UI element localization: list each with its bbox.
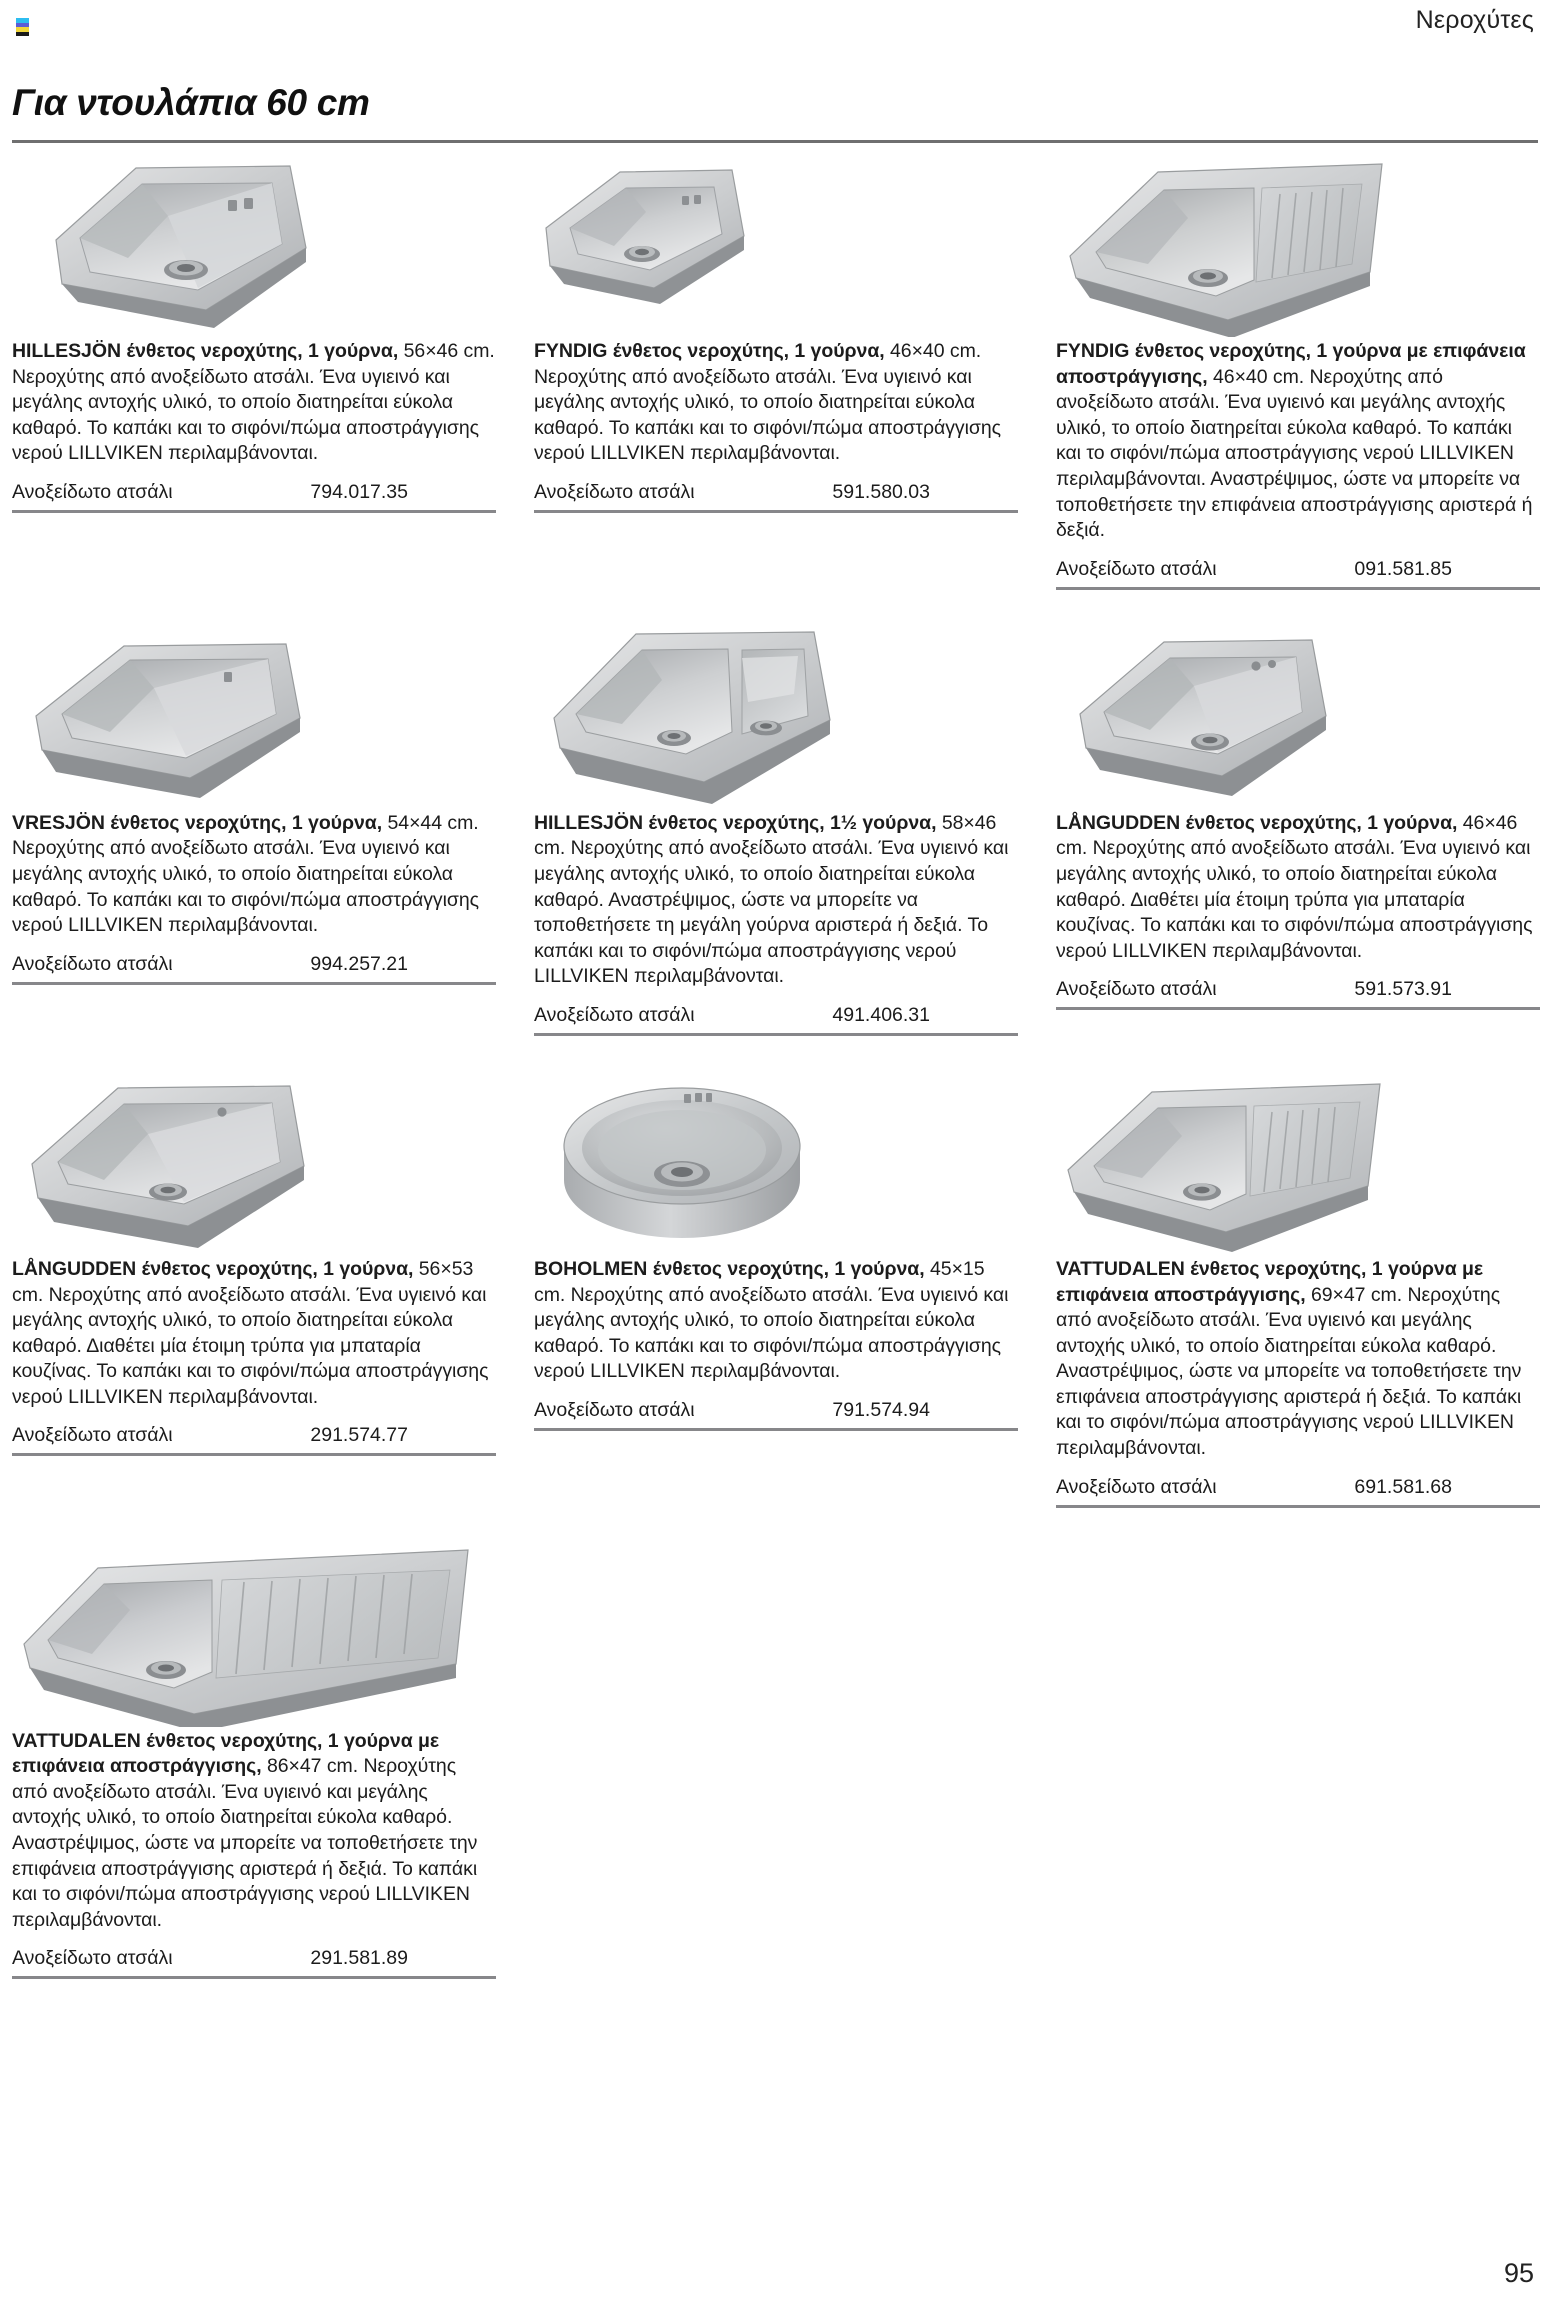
product-image-fyndig-small [534,152,1018,337]
product-article-line [1056,556,1540,582]
product-article-line [12,1422,496,1448]
product-dimensions: 46×40 cm. [1212,365,1305,388]
product-material: Ανοξείδωτο ατσάλι [1056,1475,1217,1498]
product-divider [12,1453,496,1456]
product-image-vresjon [12,624,496,809]
product-image-hillesjon-single [12,152,496,337]
product-card [12,152,496,513]
product-card [1056,152,1540,590]
product-row [12,152,1540,590]
product-article-number: 994.257.21 [310,952,408,975]
product-article-number: 794.017.35 [310,480,408,503]
product-material: Ανοξείδωτο ατσάλι [12,952,173,975]
product-dimensions: 54×44 cm. [387,811,479,834]
product-description [1056,1257,1540,1462]
product-body: Νεροχύτης από ανοξείδωτο ατσάλι. Ένα υγιεινό και μεγάλης αντοχής υλικό, το οποίο διατηρείται εύκολα καθαρό. Το καπάκι και το σιφόνι/πώμα αποστράγγισης νερού LILLVIKEN περιλαμβάνονται. [534,365,1002,465]
product-divider [1056,1505,1540,1508]
product-body: Νεροχύτης από ανοξείδωτο ατσάλι. Ένα υγιεινό και μεγάλης αντοχής υλικό, το οποίο διατηρείται εύκολα καθαρό. Αναστρέψιμος, ώστε να μπορείτε να τοποθετήσετε τη μεγάλη γούρνα αριστερά ή δεξιά. Το καπάκι και το σιφόνι/πώμα αποστράγγισης νερού LILLVIKEN περιλαμβάνονται. [534,837,1009,988]
product-description [12,339,496,467]
product-card [534,152,1018,513]
product-card [12,1542,496,1980]
product-divider [534,1428,1018,1431]
product-body: Νεροχύτης από ανοξείδωτο ατσάλι. Ένα υγιεινό και μεγάλης αντοχής υλικό, το οποίο διατηρείται εύκολα καθαρό. Το καπάκι και το σιφόνι/πώμα αποστράγγισης νερού LILLVIKEN περιλαμβάνονται. Αναστρέψιμος, ώστε να μπορείτε να τοποθετήσετε την επιφάνεια αποστράγγισης αριστερά ή δεξιά. [1056,365,1533,542]
product-divider [12,510,496,513]
product-headline: VATTUDALEN ένθετος νεροχύτης, 1 γούρνα με επιφάνεια αποστράγγισης, [1056,1257,1484,1306]
product-description [12,811,496,939]
product-divider [12,982,496,985]
product-material: Ανοξείδωτο ατσάλι [12,1424,173,1447]
product-image-langudden-46 [1056,624,1540,809]
product-body: Νεροχύτης από ανοξείδωτο ατσάλι. Ένα υγιεινό και μεγάλης αντοχής υλικό, το οποίο διατηρείται εύκολα καθαρό. Το καπάκι και το σιφόνι/πώμα αποστράγγισης νερού LILLVIKEN περιλαμβάνονται. [12,837,480,937]
page-number: 95 [1503,2258,1534,2288]
product-dimensions: 86×47 cm. [266,1755,359,1778]
product-card [12,1070,496,1457]
product-description [1056,339,1540,544]
product-dimensions: 45×15 cm. [534,1257,985,1306]
product-grid [12,152,1540,1979]
product-card [534,624,1018,1036]
product-image-hillesjon-one-half [534,624,1018,809]
product-body: Νεροχύτης από ανοξείδωτο ατσάλι. Ένα υγιεινό και μεγάλης αντοχής υλικό, το οποίο διατηρείται εύκολα καθαρό. Διαθέτει μία έτοιμη τρύπα για μπαταρία κουζίνας. Το καπάκι και το σιφόνι/πώμα αποστράγγισης νερού LILLVIKEN περιλαμβάνονται. [12,1283,489,1408]
product-article-line [1056,976,1540,1002]
product-article-number: 791.574.94 [832,1398,930,1421]
product-row [12,624,1540,1036]
product-article-line [534,479,1018,505]
product-material: Ανοξείδωτο ατσάλι [534,1003,695,1026]
product-body: Νεροχύτης από ανοξείδωτο ατσάλι. Ένα υγιεινό και μεγάλης αντοχής υλικό, το οποίο διατηρείται εύκολα καθαρό. Το καπάκι και το σιφόνι/πώμα αποστράγγισης νερού LILLVIKEN περιλαμβάνονται. [12,365,480,465]
product-article-number: 291.581.89 [310,1947,408,1970]
product-article-line [12,951,496,977]
product-headline: FYNDIG ένθετος νεροχύτης, 1 γούρνα με επιφάνεια αποστράγγισης, [1056,340,1526,388]
product-headline: FYNDIG ένθετος νεροχύτης, 1 γούρνα, [534,340,885,362]
row-spacer [12,1508,1540,1542]
product-card [534,1070,1018,1431]
product-article-line [1056,1474,1540,1500]
product-article-number: 691.581.68 [1354,1475,1452,1498]
product-body: Νεροχύτης από ανοξείδωτο ατσάλι. Ένα υγιεινό και μεγάλης αντοχής υλικό, το οποίο διατηρείται εύκολα καθαρό. Διαθέτει μία έτοιμη τρύπα για μπαταρία κουζίνας. Το καπάκι και το σιφόνι/πώμα αποστράγγισης νερού LILLVIKEN περιλαμβάνονται. [1056,837,1533,962]
product-image-vattudalen-86 [12,1542,496,1727]
title-divider [12,140,1538,143]
product-card [1056,1070,1540,1508]
product-material: Ανοξείδωτο ατσάλι [1056,978,1217,1001]
product-image-langudden-56 [12,1070,496,1255]
product-image-fyndig-drainer [1056,152,1540,337]
product-dimensions: 46×40 cm. [890,340,982,362]
product-headline: HILLESJÖN ένθετος νεροχύτης, 1 γούρνα, [12,340,399,362]
product-image-boholmen-round [534,1070,1018,1255]
product-headline: VRESJÖN ένθετος νεροχύτης, 1 γούρνα, [12,811,383,834]
category-header: Νεροχύτες [1415,6,1534,34]
product-description [12,1257,496,1411]
product-material: Ανοξείδωτο ατσάλι [534,480,695,503]
product-article-line [12,1945,496,1971]
product-material: Ανοξείδωτο ατσάλι [12,1947,173,1970]
product-material: Ανοξείδωτο ατσάλι [534,1398,695,1421]
product-dimensions: 58×46 cm. [534,811,997,860]
product-description [1056,811,1540,965]
product-divider [12,1976,496,1979]
product-description [534,339,1018,467]
product-description [534,1257,1018,1385]
product-card [12,624,496,985]
row-spacer [12,590,1540,624]
product-card [1056,624,1540,1011]
product-row [12,1070,1540,1508]
product-article-number: 591.580.03 [832,480,930,503]
product-body: Νεροχύτης από ανοξείδωτο ατσάλι. Ένα υγιεινό και μεγάλης αντοχής υλικό, το οποίο διατηρείται εύκολα καθαρό. Το καπάκι και το σιφόνι/πώμα αποστράγγισης νερού LILLVIKEN περιλαμβάνονται. [534,1283,1009,1383]
product-headline: HILLESJÖN ένθετος νεροχύτης, 1½ γούρνα, [534,811,937,834]
product-headline: BOHOLMEN ένθετος νεροχύτης, 1 γούρνα, [534,1257,925,1280]
product-article-number: 591.573.91 [1354,978,1452,1001]
product-description [12,1729,496,1934]
product-divider [534,510,1018,513]
registration-mark-icon [16,18,29,36]
product-divider [534,1033,1018,1036]
product-row [12,1542,1540,1980]
page-title: Για ντουλάπια 60 cm [12,82,370,123]
product-article-line [534,1002,1018,1028]
product-article-line [12,479,496,505]
product-divider [1056,587,1540,590]
product-article-number: 491.406.31 [832,1003,930,1026]
product-material: Ανοξείδωτο ατσάλι [1056,557,1217,580]
product-image-vattudalen-69 [1056,1070,1540,1255]
product-article-number: 091.581.85 [1354,557,1452,580]
product-article-number: 291.574.77 [310,1424,408,1447]
product-body: Νεροχύτης από ανοξείδωτο ατσάλι. Ένα υγιεινό και μεγάλης αντοχής υλικό, το οποίο διατηρείται εύκολα καθαρό. Αναστρέψιμος, ώστε να μπορείτε να τοποθετήσετε την επιφάνεια αποστράγγισης αριστερά ή δεξιά. Το καπάκι και το σιφόνι/πώμα αποστράγγισης νερού LILLVIKEN περιλαμβάνονται. [1056,1283,1522,1460]
product-headline: VATTUDALEN ένθετος νεροχύτης, 1 γούρνα με επιφάνεια αποστράγγισης, [12,1729,440,1778]
row-spacer [12,1036,1540,1070]
product-dimensions: 56×53 cm. [12,1257,474,1306]
product-dimensions: 46×46 cm. [1056,811,1518,860]
product-dimensions: 69×47 cm. [1310,1283,1403,1306]
product-article-line [534,1397,1018,1423]
product-material: Ανοξείδωτο ατσάλι [12,480,173,503]
product-description [534,811,1018,990]
product-divider [1056,1007,1540,1010]
product-headline: LÅNGUDDEN ένθετος νεροχύτης, 1 γούρνα, [12,1257,414,1280]
product-dimensions: 56×46 cm. [403,340,495,362]
product-body: Νεροχύτης από ανοξείδωτο ατσάλι. Ένα υγιεινό και μεγάλης αντοχής υλικό, το οποίο διατηρείται εύκολα καθαρό. Αναστρέψιμος, ώστε να μπορείτε να τοποθετήσετε την επιφάνεια αποστράγγισης αριστερά ή δεξιά. Το καπάκι και το σιφόνι/πώμα αποστράγγισης νερού LILLVIKEN περιλαμβάνονται. [12,1755,478,1931]
product-headline: LÅNGUDDEN ένθετος νεροχύτης, 1 γούρνα, [1056,811,1458,834]
